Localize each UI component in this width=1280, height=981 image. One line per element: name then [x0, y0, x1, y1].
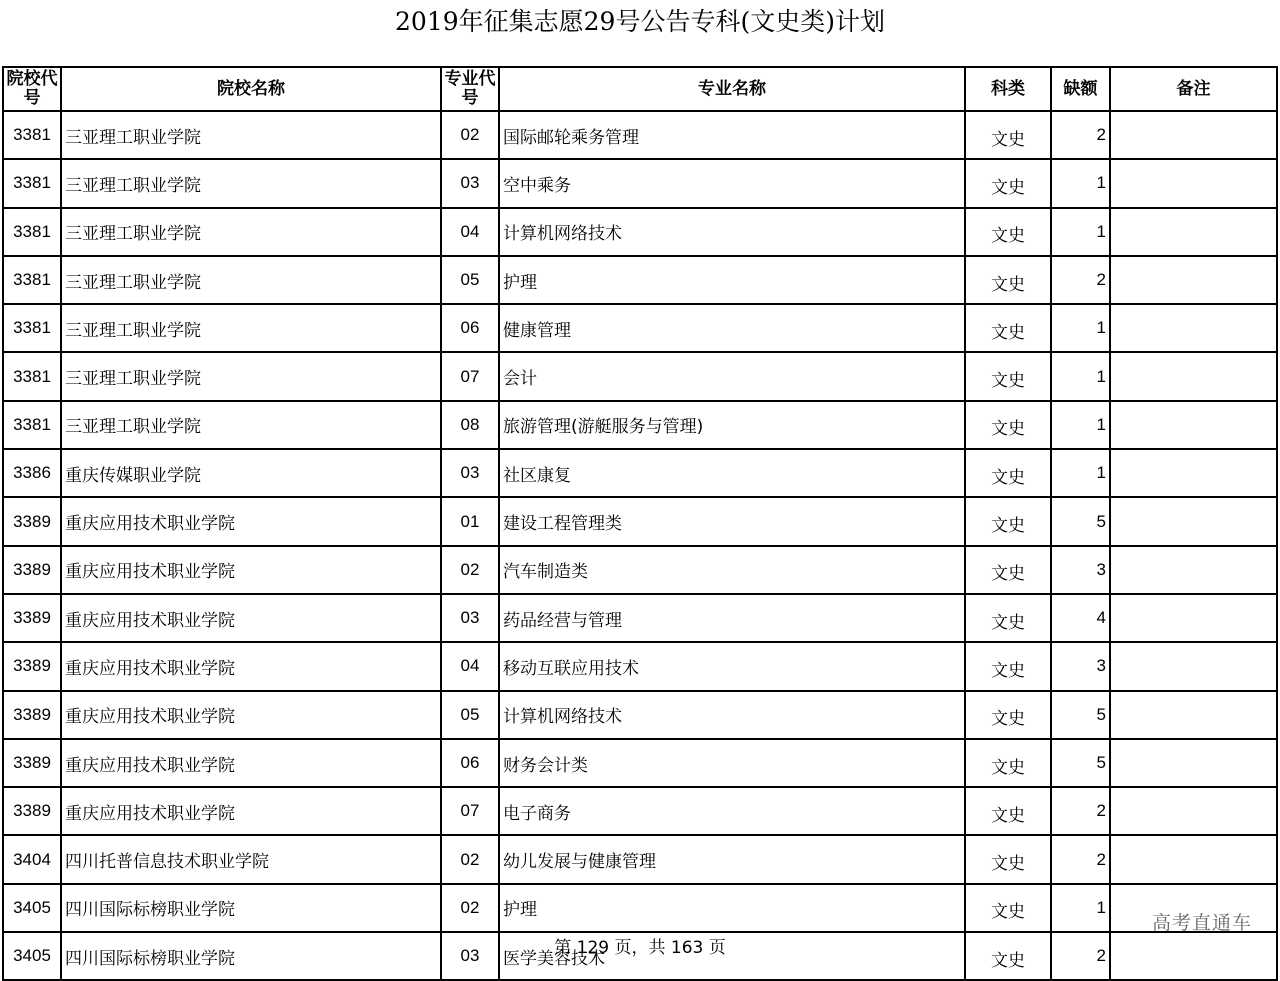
cell-vacancy: 1: [1051, 352, 1110, 400]
cell-school-name: 重庆应用技术职业学院: [61, 546, 441, 594]
cell-vacancy: 1: [1051, 884, 1110, 932]
cell-remarks: [1110, 497, 1277, 545]
table-row: [3, 352, 1277, 400]
cell-school-code: 3389: [3, 594, 61, 642]
cell-school-name: 重庆应用技术职业学院: [61, 691, 441, 739]
cell-remarks: [1110, 691, 1277, 739]
table-row: [3, 497, 1277, 545]
cell-school-name: 重庆应用技术职业学院: [61, 739, 441, 787]
cell-vacancy: 1: [1051, 159, 1110, 207]
cell-school-name: 四川国际标榜职业学院: [61, 932, 441, 980]
header-remarks: 备注: [1110, 67, 1277, 111]
cell-vacancy: 5: [1051, 739, 1110, 787]
cell-school-code: 3389: [3, 497, 61, 545]
table-row: [3, 787, 1277, 835]
cell-remarks: [1110, 449, 1277, 497]
cell-school-code: 3404: [3, 835, 61, 883]
cell-remarks: [1110, 352, 1277, 400]
cell-vacancy: 3: [1051, 546, 1110, 594]
cell-vacancy: 2: [1051, 256, 1110, 304]
cell-category: 文史: [965, 159, 1051, 207]
cell-category: 文史: [965, 401, 1051, 449]
table-body: [3, 111, 1277, 980]
table-row: [3, 449, 1277, 497]
cell-school-name: 重庆应用技术职业学院: [61, 787, 441, 835]
header-vacancy: 缺额: [1051, 67, 1110, 111]
cell-major-name: 计算机网络技术: [499, 691, 965, 739]
cell-major-code: 02: [441, 884, 499, 932]
cell-school-name: 重庆应用技术职业学院: [61, 642, 441, 690]
cell-category: 文史: [965, 352, 1051, 400]
cell-major-code: 04: [441, 208, 499, 256]
cell-school-code: 3389: [3, 739, 61, 787]
cell-vacancy: 5: [1051, 691, 1110, 739]
cell-major-name: 财务会计类: [499, 739, 965, 787]
cell-major-code: 06: [441, 304, 499, 352]
cell-category: 文史: [965, 497, 1051, 545]
cell-vacancy: 5: [1051, 497, 1110, 545]
cell-major-name: 汽车制造类: [499, 546, 965, 594]
cell-major-name: 药品经营与管理: [499, 594, 965, 642]
cell-major-code: 05: [441, 256, 499, 304]
cell-category: 文史: [965, 304, 1051, 352]
cell-major-name: 幼儿发展与健康管理: [499, 835, 965, 883]
cell-vacancy: 2: [1051, 787, 1110, 835]
table-row: [3, 739, 1277, 787]
cell-major-name: 会计: [499, 352, 965, 400]
cell-remarks: [1110, 256, 1277, 304]
cell-major-code: 07: [441, 352, 499, 400]
cell-category: 文史: [965, 884, 1051, 932]
cell-major-code: 02: [441, 546, 499, 594]
cell-school-code: 3381: [3, 111, 61, 159]
cell-school-code: 3381: [3, 208, 61, 256]
cell-category: 文史: [965, 256, 1051, 304]
header-major-code: 专业代号: [441, 67, 499, 111]
cell-remarks: [1110, 642, 1277, 690]
table-row: [3, 256, 1277, 304]
table-header-row: [3, 67, 1277, 111]
cell-school-name: 重庆传媒职业学院: [61, 449, 441, 497]
cell-category: 文史: [965, 691, 1051, 739]
cell-vacancy: 1: [1051, 304, 1110, 352]
cell-major-name: 空中乘务: [499, 159, 965, 207]
cell-remarks: [1110, 304, 1277, 352]
cell-category: 文史: [965, 835, 1051, 883]
cell-remarks: [1110, 159, 1277, 207]
cell-major-name: 社区康复: [499, 449, 965, 497]
cell-vacancy: 2: [1051, 111, 1110, 159]
cell-school-name: 四川托普信息技术职业学院: [61, 835, 441, 883]
cell-major-name: 旅游管理(游艇服务与管理): [499, 401, 965, 449]
cell-category: 文史: [965, 449, 1051, 497]
cell-major-name: 国际邮轮乘务管理: [499, 111, 965, 159]
header-school-code: 院校代号: [3, 67, 61, 111]
cell-vacancy: 1: [1051, 208, 1110, 256]
cell-major-code: 05: [441, 691, 499, 739]
cell-vacancy: 1: [1051, 449, 1110, 497]
cell-school-code: 3381: [3, 401, 61, 449]
cell-school-code: 3405: [3, 932, 61, 980]
cell-vacancy: 4: [1051, 594, 1110, 642]
cell-school-code: 3389: [3, 691, 61, 739]
cell-category: 文史: [965, 208, 1051, 256]
cell-major-code: 04: [441, 642, 499, 690]
cell-major-code: 02: [441, 835, 499, 883]
cell-major-name: 护理: [499, 256, 965, 304]
cell-category: 文史: [965, 546, 1051, 594]
cell-vacancy: 1: [1051, 401, 1110, 449]
cell-school-code: 3381: [3, 352, 61, 400]
cell-school-code: 3381: [3, 304, 61, 352]
cell-remarks: [1110, 111, 1277, 159]
cell-school-name: 重庆应用技术职业学院: [61, 497, 441, 545]
cell-school-name: 三亚理工职业学院: [61, 304, 441, 352]
cell-school-code: 3389: [3, 546, 61, 594]
cell-school-name: 三亚理工职业学院: [61, 208, 441, 256]
cell-vacancy: 2: [1051, 932, 1110, 980]
table-row: [3, 546, 1277, 594]
table-row: [3, 642, 1277, 690]
cell-major-name: 移动互联应用技术: [499, 642, 965, 690]
cell-school-code: 3386: [3, 449, 61, 497]
cell-school-name: 重庆应用技术职业学院: [61, 594, 441, 642]
cell-school-name: 三亚理工职业学院: [61, 401, 441, 449]
cell-school-name: 三亚理工职业学院: [61, 352, 441, 400]
cell-vacancy: 2: [1051, 835, 1110, 883]
enrollment-plan-table: [2, 66, 1278, 981]
cell-school-name: 四川国际标榜职业学院: [61, 884, 441, 932]
cell-school-name: 三亚理工职业学院: [61, 256, 441, 304]
cell-school-code: 3381: [3, 159, 61, 207]
cell-category: 文史: [965, 111, 1051, 159]
cell-major-name: 计算机网络技术: [499, 208, 965, 256]
header-category: 科类: [965, 67, 1051, 111]
cell-major-code: 03: [441, 932, 499, 980]
cell-category: 文史: [965, 739, 1051, 787]
cell-major-name: 医学美容技术: [499, 932, 965, 980]
table-row: [3, 304, 1277, 352]
table-row: [3, 884, 1277, 932]
cell-major-code: 03: [441, 159, 499, 207]
table-row: [3, 401, 1277, 449]
cell-major-code: 07: [441, 787, 499, 835]
table-row: [3, 835, 1277, 883]
cell-major-name: 健康管理: [499, 304, 965, 352]
cell-school-name: 三亚理工职业学院: [61, 159, 441, 207]
cell-school-name: 三亚理工职业学院: [61, 111, 441, 159]
cell-remarks: [1110, 546, 1277, 594]
cell-major-code: 03: [441, 449, 499, 497]
cell-remarks: [1110, 208, 1277, 256]
cell-school-code: 3389: [3, 642, 61, 690]
header-school-name: 院校名称: [61, 67, 441, 111]
table-row: [3, 594, 1277, 642]
cell-major-name: 护理: [499, 884, 965, 932]
cell-remarks: [1110, 594, 1277, 642]
table-row: [3, 691, 1277, 739]
cell-major-code: 01: [441, 497, 499, 545]
page-footer: 第 129 页，共 163 页: [554, 938, 726, 958]
cell-remarks: [1110, 787, 1277, 835]
table-row: [3, 111, 1277, 159]
cell-category: 文史: [965, 594, 1051, 642]
cell-remarks: [1110, 401, 1277, 449]
cell-category: 文史: [965, 932, 1051, 980]
cell-school-code: 3381: [3, 256, 61, 304]
cell-remarks: [1110, 835, 1277, 883]
cell-category: 文史: [965, 787, 1051, 835]
cell-major-code: 02: [441, 111, 499, 159]
table-row: [3, 208, 1277, 256]
cell-major-name: 电子商务: [499, 787, 965, 835]
cell-major-name: 建设工程管理类: [499, 497, 965, 545]
cell-major-code: 06: [441, 739, 499, 787]
cell-vacancy: 3: [1051, 642, 1110, 690]
cell-school-code: 3389: [3, 787, 61, 835]
cell-category: 文史: [965, 642, 1051, 690]
cell-school-code: 3405: [3, 884, 61, 932]
watermark: 高考直通车: [1151, 912, 1252, 934]
cell-major-code: 03: [441, 594, 499, 642]
header-major-name: 专业名称: [499, 67, 965, 111]
table-row: [3, 159, 1277, 207]
cell-remarks: [1110, 739, 1277, 787]
cell-major-code: 08: [441, 401, 499, 449]
page-title: 2019年征集志愿29号公告专科(文史类)计划: [395, 7, 885, 36]
